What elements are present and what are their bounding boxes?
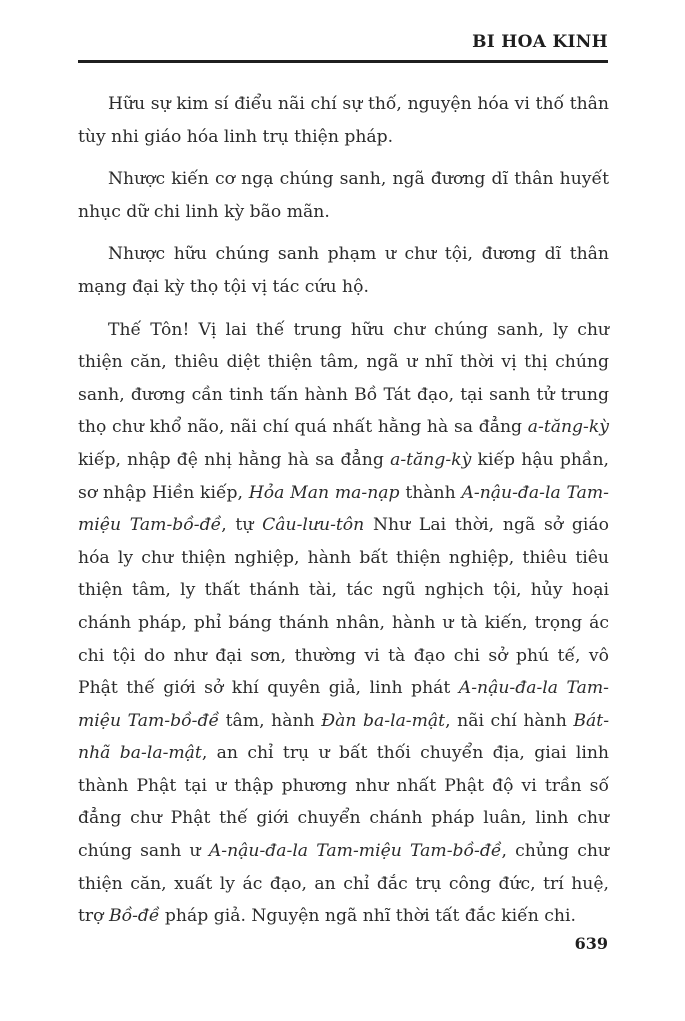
running-title: BI HOA KINH	[472, 32, 608, 52]
header-rule	[78, 60, 608, 63]
page-number: 639	[574, 934, 608, 953]
paragraph-3	[78, 238, 609, 303]
inline-segment: A-nậu-đa-la Tam-miệu Tam-bồ-đề	[208, 841, 502, 862]
inline-segment: A-nậu-đa-la Tam-miệu Tam-bồ-đề	[78, 482, 609, 536]
inline-segment: a-tăng-kỳ	[390, 449, 472, 470]
body-text	[78, 88, 609, 943]
inline-segment: Bát-nhã ba-la-mật	[78, 710, 610, 764]
inline-segment: , an chỉ trụ ư bất thối chuyển địa, giai linh thành Phật tại ư thập phương như nhất Phật độ vi trần số đẳng chư Phật thế giới chuyển chánh pháp luân, linh chư chúng sanh ư	[78, 743, 609, 862]
inline-segment: thành	[399, 482, 462, 503]
inline-segment: , nãi chí hành	[445, 710, 574, 731]
inline-segment: Nhược kiến cơ ngạ chúng sanh, ngã đương dĩ thân huyết nhục dữ chi linh kỳ bão mãn.	[78, 169, 609, 222]
inline-segment: Đàn ba-la-mật	[321, 710, 446, 731]
running-header	[78, 28, 608, 64]
inline-segment: kiếp, nhập đệ nhị hằng hà sa đẳng	[78, 449, 391, 470]
inline-segment: Câu-lưu-tôn	[262, 515, 365, 536]
paragraph-2	[78, 163, 609, 228]
inline-segment: A-nậu-đa-la Tam-miệu Tam-bồ-đề	[78, 678, 609, 731]
inline-segment: Hữu sự kim sí điểu nãi chí sự thố, nguyện hóa vi thố thân tùy nhi giáo hóa linh trụ thiện pháp.	[78, 94, 609, 147]
inline-segment: Hỏa Man ma-nạp	[248, 482, 400, 503]
paragraph-4	[78, 314, 609, 933]
inline-segment: pháp giả. Nguyện ngã nhĩ thời tất đắc kiến chi.	[159, 906, 576, 927]
inline-segment: a-tăng-kỳ	[527, 417, 609, 438]
inline-segment: , tự	[221, 515, 263, 536]
inline-segment: Nhược hữu chúng sanh phạm ư chư tội, đương dĩ thân mạng đại kỳ thọ tội vị tác cứu hộ.	[78, 244, 609, 297]
inline-segment: Như Lai thời, ngã sở giáo hóa ly chư thiện nghiệp, hành bất thiện nghiệp, thiêu tiêu thiện tâm, ly thất thánh tài, tác ngũ nghịch tội, hủy hoại chánh pháp, phỉ báng thánh nhân, hành ư tà kiến, trọng ác chi tội do như đại sơn, thường vi tà đạo chi sở phú tế, vô Phật thế giới sở khí quyên giả, linh phát	[78, 515, 609, 699]
inline-segment: Bồ-đề	[108, 906, 160, 927]
inline-segment: , chủng chư thiện căn, xuất ly ác đạo, an chỉ đắc trụ công đức, trí huệ, trợ	[78, 841, 609, 927]
inline-segment: tâm, hành	[219, 710, 322, 731]
paragraph-1	[78, 88, 609, 153]
inline-segment: kiếp hậu phần, sơ nhập Hiền kiếp,	[78, 449, 609, 503]
inline-segment: Thế Tôn! Vị lai thế trung hữu chư chúng sanh, ly chư thiện căn, thiêu diệt thiện tâm, ngã ư nhĩ thời vị thị chúng sanh, đương cần tinh tấn hành Bồ Tát đạo, tại sanh tử trung thọ chư khổ não, nãi chí quá nhất hằng hà sa đẳng	[78, 319, 609, 438]
